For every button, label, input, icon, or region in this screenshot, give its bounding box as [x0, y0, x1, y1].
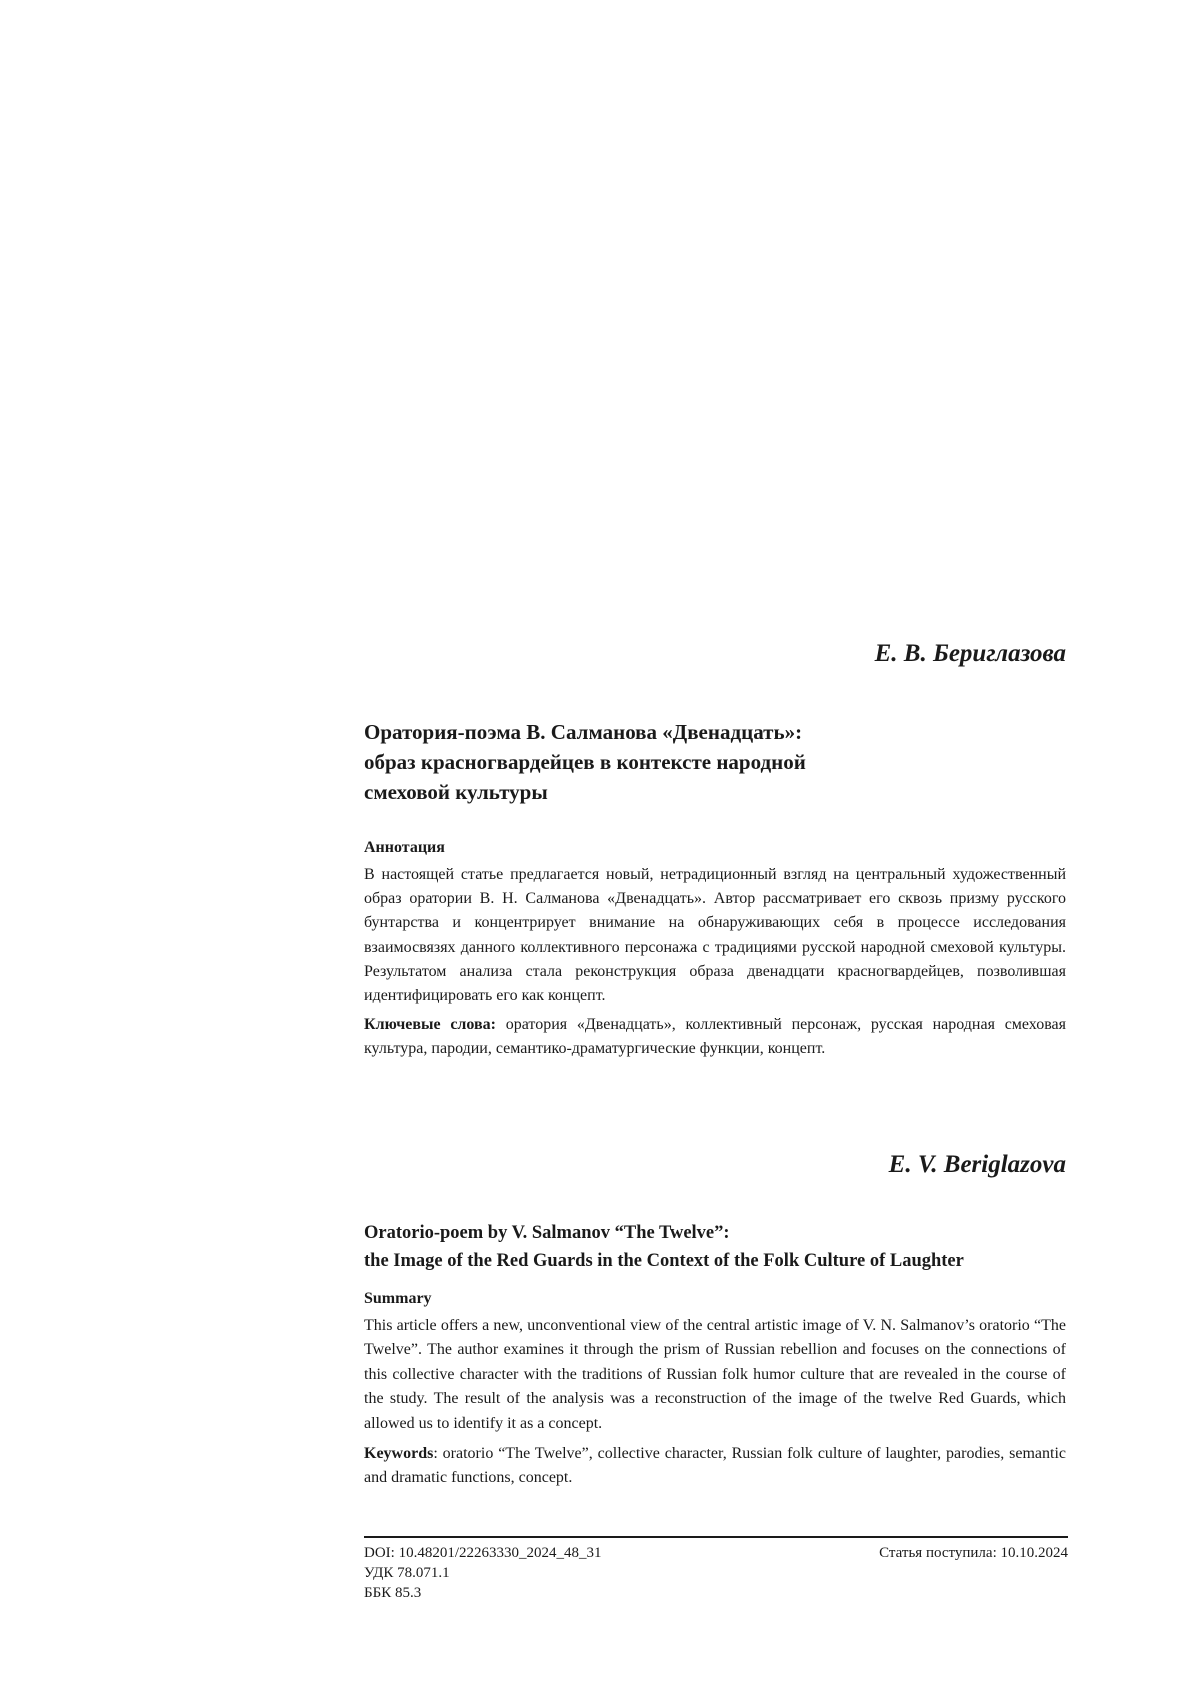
en-summary-text: This article offers a new, unconventional view of the central artistic image of V. N. Salmanov’s oratorio “The Twelve”. The author examines it through the prism of Russian rebellion and focuses on the connections of this collective character with the traditions of Russian folk humor culture that are revealed in the course of the study. The result of the analysis was a reconstruction of the image of the twelve Red Guards, which allowed us to identify it as a concept.: [364, 1317, 1066, 1432]
en-keywords-label: Keywords: [364, 1445, 434, 1463]
ru-title: Оратория-поэма В. Салманова «Двенадцать»: образ красногвардейцев в контексте народной смеховой культуры: [364, 720, 806, 804]
ru-title-block: [364, 717, 1066, 807]
ru-abstract-block: [364, 839, 1066, 1062]
ru-keywords-text: оратория «Двенадцать», коллективный персонаж, русская народная смеховая культура, пародии, семантико-драматургические функции, концепт.: [364, 1016, 1066, 1058]
doi: DOI: 10.48201/22263330_2024_48_31: [364, 1545, 602, 1561]
article-footer: [364, 1536, 1068, 1603]
en-keywords-text: : oratorio “The Twelve”, collective character, Russian folk culture of laughter, parodies, semantic and dramatic functions, concept.: [364, 1445, 1066, 1487]
en-summary-heading: Summary: [364, 1290, 432, 1307]
ru-author-block: [364, 640, 1066, 668]
ru-abstract-heading: Аннотация: [364, 839, 445, 856]
udk: УДК 78.071.1: [364, 1565, 450, 1581]
ru-keywords-label: Ключевые слова:: [364, 1016, 496, 1034]
en-author: E. V. Beriglazova: [888, 1151, 1066, 1178]
ru-author: Е. В. Бериглазова: [874, 640, 1066, 667]
en-keywords: [364, 1442, 1066, 1491]
en-title-block: [364, 1219, 1066, 1275]
ru-keywords: [364, 1013, 1066, 1061]
en-author-block: [364, 1151, 1066, 1179]
en-summary-block: [364, 1290, 1066, 1491]
ru-abstract-text: В настоящей статье предлагается новый, нетрадиционный взгляд на центральный художественный образ оратории В. Н. Салманова «Двенадцать». Автор рассматривает его сквозь призму русского бунтарства и концентрирует внимание на обнаруживающих себя в процессе исследования взаимосвязях данного коллективного персонажа с традициями русской народной смеховой культуры. Результатом анализа стала реконструкция образа двенадцати красногвардейцев, позволившая идентифицировать его как концепт.: [364, 866, 1066, 1005]
received-date: Статья поступила: 10.10.2024: [879, 1545, 1068, 1561]
footer-row-doi: [364, 1543, 1068, 1563]
en-title: Oratorio-poem by V. Salmanov “The Twelve”: the Image of the Red Guards in the Context of the Folk Culture of Laughter: [364, 1223, 964, 1271]
bbk: ББК 85.3: [364, 1585, 422, 1601]
